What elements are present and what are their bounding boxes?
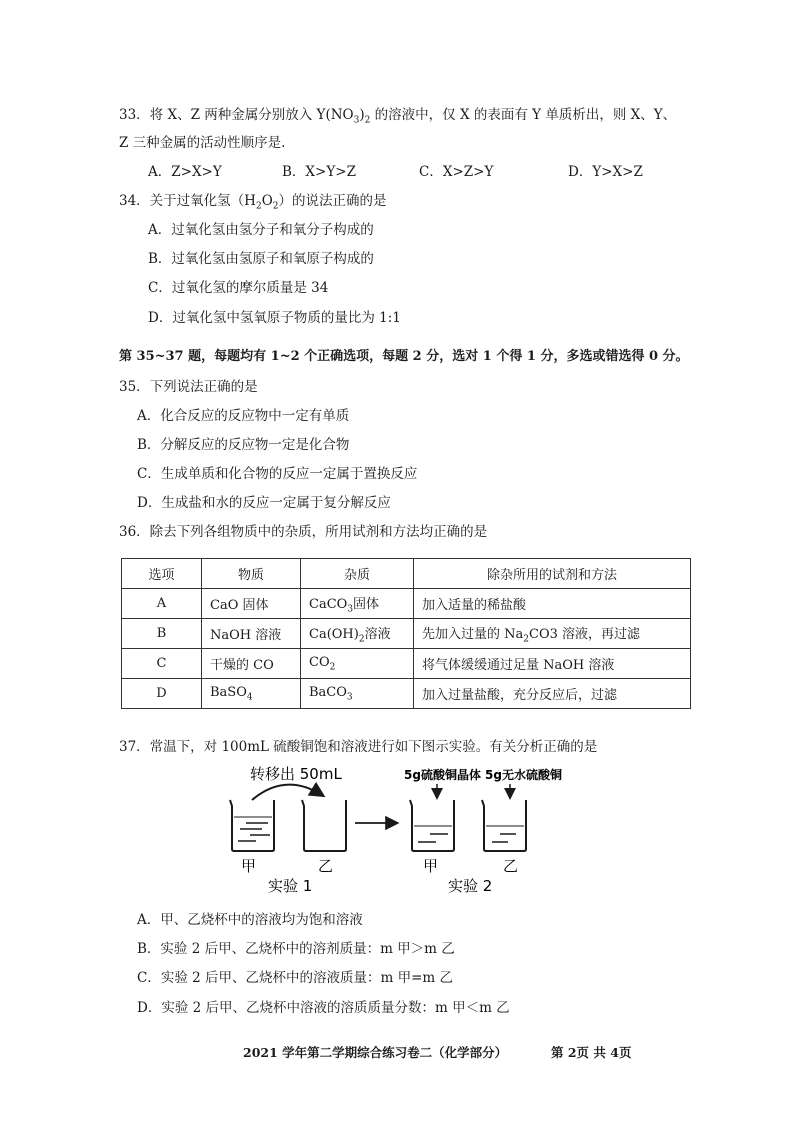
row-method: 将气体缓缓通过足量 NaOH 溶液 — [414, 649, 691, 679]
q35-option-a[interactable]: A．化合反应的反应物中一定有单质 — [137, 408, 350, 424]
table-row — [122, 679, 691, 709]
q34-stem — [119, 189, 387, 212]
q33-option-d[interactable]: D．Y>X>Z — [568, 164, 643, 180]
q33-options — [0, 160, 794, 180]
row-option[interactable]: C — [122, 649, 202, 679]
subscript: 2 — [329, 662, 336, 673]
impurity-text: Ca(OH) — [309, 626, 359, 642]
q33-stem-line1 — [119, 103, 676, 126]
q35-option-c[interactable]: C．生成单质和化合物的反应一定属于置换反应 — [137, 466, 418, 482]
row-impurity — [301, 649, 414, 679]
method-text: CO3 溶液，再过滤 — [529, 626, 641, 642]
experiment-2-label: 实验 2 — [448, 877, 493, 895]
method-text: 先加入过量的 Na — [422, 626, 524, 642]
beaker-a-label-exp2: 甲 — [423, 857, 439, 875]
q37-option-a[interactable]: A．甲、乙烧杯中的溶液均为饱和溶液 — [137, 912, 363, 928]
anhydrous-label: 5g无水硫酸铜 — [485, 768, 562, 782]
q33-option-c[interactable]: C．X>Z>Y — [419, 164, 494, 180]
crystal-label: 5g硫酸铜晶体 — [404, 768, 481, 782]
subscript: 2 — [523, 634, 529, 645]
impurity-text: CO — [309, 654, 330, 670]
q33-text: ) — [359, 107, 365, 123]
header-method: 除杂所用的试剂和方法 — [414, 559, 691, 589]
subscript: 4 — [246, 692, 253, 703]
beaker-b-label-exp1: 乙 — [318, 857, 334, 875]
q35-stem: 35．下列说法正确的是 — [119, 379, 258, 395]
substance-text: BaSO — [210, 684, 247, 700]
impurity-text: CaCO — [309, 596, 348, 612]
impurity-text: BaCO — [309, 684, 347, 700]
subscript: 3 — [353, 115, 360, 126]
footer-page-number: 第 2页 共 4页 — [551, 1045, 632, 1060]
q37-option-d[interactable]: D．实验 2 后甲、乙烧杯中溶液的溶质质量分数：m 甲＜m 乙 — [137, 1000, 510, 1016]
header-impurity: 杂质 — [301, 559, 414, 589]
beaker-icon — [302, 800, 346, 851]
row-option[interactable]: A — [122, 589, 202, 619]
row-substance: CaO 固体 — [202, 589, 301, 619]
q37-option-b[interactable]: B．实验 2 后甲、乙烧杯中的溶剂质量：m 甲＞m 乙 — [137, 941, 455, 957]
table-row — [122, 619, 691, 649]
subscript: 2 — [255, 201, 262, 212]
row-substance: 干燥的 CO — [202, 649, 301, 679]
header-option: 选项 — [122, 559, 202, 589]
q35-option-b[interactable]: B．分解反应的反应物一定是化合物 — [137, 437, 350, 453]
row-method: 加入过量盐酸，充分反应后，过滤 — [414, 679, 691, 709]
row-option[interactable]: B — [122, 619, 202, 649]
q33-text: 的溶液中，仅 X 的表面有 Y 单质析出，则 X、Y、 — [370, 107, 677, 123]
row-method — [414, 619, 691, 649]
table-header-row — [122, 559, 691, 589]
impurity-removal-table — [121, 558, 691, 709]
q35-option-d[interactable]: D．生成盐和水的反应一定属于复分解反应 — [137, 495, 391, 511]
q34-text: O — [261, 193, 273, 209]
impurity-text: 固体 — [353, 596, 380, 612]
beaker-icon — [482, 800, 526, 851]
q34-text: 34．关于过氧化氢（H — [119, 193, 256, 209]
q33-option-b[interactable]: B．X>Y>Z — [282, 164, 356, 180]
beaker-icon — [410, 800, 454, 851]
q34-option-d[interactable]: D．过氧化氢中氢氧原子物质的量比为 1:1 — [148, 310, 401, 326]
row-impurity — [301, 679, 414, 709]
q33-stem-line2: Z 三种金属的活动性顺序是. — [119, 135, 286, 151]
q34-text: ）的说法正确的是 — [278, 193, 387, 209]
impurity-text: 溶液 — [364, 626, 391, 642]
q33-text: 33．将 X、Z 两种金属分别放入 Y(NO — [119, 107, 354, 123]
q33-option-a[interactable]: A．Z>X>Y — [148, 164, 222, 180]
transfer-arrow — [252, 785, 322, 800]
row-substance: NaOH 溶液 — [202, 619, 301, 649]
subscript: 2 — [364, 115, 371, 126]
transfer-label: 转移出 50mL — [250, 765, 342, 783]
q37-stem: 37．常温下，对 100mL 硫酸铜饱和溶液进行如下图示实验。有关分析正确的是 — [119, 739, 598, 755]
q34-option-a[interactable]: A．过氧化氢由氢分子和氧分子构成的 — [148, 222, 374, 238]
row-impurity — [301, 589, 414, 619]
q34-option-b[interactable]: B．过氧化氢由氢原子和氧原子构成的 — [148, 251, 374, 267]
table-row — [122, 649, 691, 679]
header-substance: 物质 — [202, 559, 301, 589]
subscript: 3 — [346, 692, 353, 703]
row-method: 加入适量的稀盐酸 — [414, 589, 691, 619]
footer-title: 2021 学年第二学期综合练习卷二（化学部分） — [243, 1045, 508, 1060]
q37-option-c[interactable]: C．实验 2 后甲、乙烧杯中的溶液质量：m 甲=m 乙 — [137, 970, 453, 986]
q34-option-c[interactable]: C．过氧化氢的摩尔质量是 34 — [148, 280, 329, 296]
beaker-icon — [230, 800, 274, 851]
subscript: 3 — [347, 604, 354, 615]
row-impurity — [301, 619, 414, 649]
table-row — [122, 589, 691, 619]
beaker-a-label-exp1: 甲 — [241, 857, 257, 875]
row-substance — [202, 679, 301, 709]
subscript: 2 — [358, 634, 365, 645]
row-option[interactable]: D — [122, 679, 202, 709]
experiment-1-label: 实验 1 — [268, 877, 313, 895]
beaker-b-label-exp2: 乙 — [503, 857, 519, 875]
subscript: 2 — [272, 201, 279, 212]
section-instruction: 第 35~37 题，每题均有 1~2 个正确选项，每题 2 分，选对 1 个得 1 分，多选或错选得 0 分。 — [119, 349, 689, 364]
q36-stem: 36．除去下列各组物质中的杂质，所用试剂和方法均正确的是 — [119, 524, 488, 540]
